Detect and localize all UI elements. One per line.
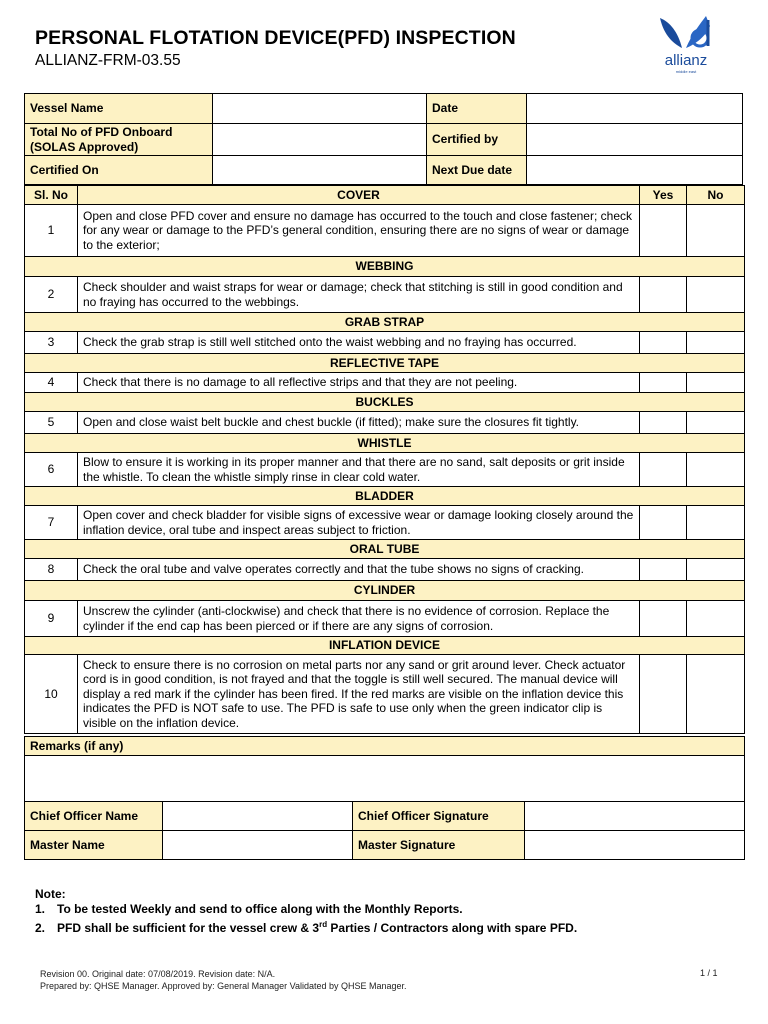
date-label: Date (427, 94, 527, 124)
section-header: WEBBING (25, 257, 745, 277)
total-pfd-label (25, 124, 213, 156)
section-header: GRAB STRAP (25, 313, 745, 332)
remarks-table (24, 736, 745, 802)
total-pfd-field[interactable] (213, 124, 427, 156)
yes-checkbox-cell[interactable] (640, 277, 687, 313)
note-item (35, 902, 577, 917)
note-superscript: rd (319, 920, 328, 929)
inspection-checklist-table (24, 185, 745, 734)
section-header: COVER (78, 186, 640, 205)
item-description: Unscrew the cylinder (anti-clockwise) and check that there is no evidence of corrosion. Replace the cylinder if the end cap has been pierced or if there are any signs of corrosion. (78, 601, 640, 637)
note-text-part: PFD shall be sufficient for the vessel crew & 3 (57, 921, 320, 935)
item-number: 1 (25, 205, 78, 257)
signature-table (24, 801, 745, 860)
total-pfd-label-line1: Total No of PFD Onboard (30, 125, 173, 139)
yes-checkbox-cell[interactable] (640, 332, 687, 354)
revision-footer (40, 968, 407, 992)
item-description: Open cover and check bladder for visible signs of excessive wear or damage looking closely around the inflation device, oral tube and inspect areas subject to friction. (78, 506, 640, 540)
item-description: Check the oral tube and valve operates correctly and that the tube shows no signs of cracking. (78, 559, 640, 581)
chief-officer-signature-label: Chief Officer Signature (353, 802, 525, 831)
no-checkbox-cell[interactable] (687, 205, 745, 257)
item-number: 8 (25, 559, 78, 581)
chief-officer-signature-field[interactable] (525, 802, 745, 831)
chief-officer-name-field[interactable] (163, 802, 353, 831)
next-due-date-field[interactable] (527, 156, 743, 185)
item-number: 3 (25, 332, 78, 354)
remarks-field[interactable] (25, 756, 745, 802)
page-title: PERSONAL FLOTATION DEVICE(PFD) INSPECTION (35, 27, 516, 49)
item-number: 7 (25, 506, 78, 540)
vessel-info-table (24, 93, 743, 185)
item-number: 10 (25, 655, 78, 734)
item-number: 2 (25, 277, 78, 313)
no-checkbox-cell[interactable] (687, 277, 745, 313)
yes-checkbox-cell[interactable] (640, 205, 687, 257)
vessel-name-label: Vessel Name (25, 94, 213, 124)
note-number: 1. (35, 902, 46, 916)
no-checkbox-cell[interactable] (687, 655, 745, 734)
note-text-part: Parties / Contractors along with spare PFD. (327, 921, 578, 935)
certified-by-field[interactable] (527, 124, 743, 156)
item-number: 5 (25, 412, 78, 434)
item-description: Check shoulder and waist straps for wear or damage; check that stitching is still in good condition and no fraying has occurred to the webbings. (78, 277, 640, 313)
page-number: 1 / 1 (700, 968, 718, 978)
note-item (35, 917, 577, 936)
no-checkbox-cell[interactable] (687, 559, 745, 581)
yes-checkbox-cell[interactable] (640, 655, 687, 734)
logo-text: allianz (664, 52, 708, 69)
master-name-field[interactable] (163, 831, 353, 860)
item-description: Check the grab strap is still well stitched onto the waist webbing and no fraying has occurred. (78, 332, 640, 354)
item-number: 6 (25, 453, 78, 487)
item-number: 4 (25, 373, 78, 393)
yes-checkbox-cell[interactable] (640, 453, 687, 487)
yes-checkbox-cell[interactable] (640, 412, 687, 434)
section-header: REFLECTIVE TAPE (25, 354, 745, 373)
remarks-label: Remarks (if any) (25, 737, 745, 756)
yes-checkbox-cell[interactable] (640, 559, 687, 581)
note-text: To be tested Weekly and send to office along with the Monthly Reports. (57, 902, 463, 916)
section-header: CYLINDER (25, 581, 745, 601)
master-signature-label: Master Signature (353, 831, 525, 860)
item-description: Check that there is no damage to all reflective strips and that they are not peeling. (78, 373, 640, 393)
note-number: 2. (35, 921, 46, 935)
certified-by-label: Certified by (427, 124, 527, 156)
master-signature-field[interactable] (525, 831, 745, 860)
col-yes-header: Yes (640, 186, 687, 205)
form-code: ALLIANZ-FRM-03.55 (35, 52, 181, 69)
chief-officer-name-label: Chief Officer Name (25, 802, 163, 831)
col-no-header: No (687, 186, 745, 205)
item-number: 9 (25, 601, 78, 637)
col-sl-no-header: Sl. No (25, 186, 78, 205)
master-name-label: Master Name (25, 831, 163, 860)
item-description: Open and close waist belt buckle and chest buckle (if fitted); make sure the closures fit tightly. (78, 412, 640, 434)
yes-checkbox-cell[interactable] (640, 506, 687, 540)
section-header: INFLATION DEVICE (25, 637, 745, 655)
approval-line: Prepared by: QHSE Manager. Approved by: General Manager Validated by QHSE Manager. (40, 981, 407, 991)
notes-block (35, 887, 577, 936)
yes-checkbox-cell[interactable] (640, 373, 687, 393)
no-checkbox-cell[interactable] (687, 373, 745, 393)
logo-subtext: middle east (675, 69, 697, 74)
item-description: Check to ensure there is no corrosion on metal parts nor any sand or grit around lever. Check actuator cord is in good condition, is not frayed and that the toggle is still well secured. The manual device will display a red mark if the cylinder has been fired. If the red marks are visible on the inflation device this indicates the PFD is NOT safe to use. The PFD is safe to use only when the green indicator clip is visible on the inflation device. (78, 655, 640, 734)
no-checkbox-cell[interactable] (687, 453, 745, 487)
item-description: Blow to ensure it is working in its proper manner and that there are no sand, salt deposits or grit inside the whistle. To clean the whistle simply rinse in clear cold water. (78, 453, 640, 487)
section-header: ORAL TUBE (25, 540, 745, 559)
certified-on-label: Certified On (25, 156, 213, 185)
date-field[interactable] (527, 94, 743, 124)
revision-line: Revision 00. Original date: 07/08/2019. Revision date: N/A. (40, 969, 276, 979)
yes-checkbox-cell[interactable] (640, 601, 687, 637)
notes-heading: Note: (35, 887, 66, 901)
no-checkbox-cell[interactable] (687, 601, 745, 637)
section-header: BUCKLES (25, 393, 745, 412)
item-description: Open and close PFD cover and ensure no damage has occurred to the touch and close fastener; check for any wear or damage to the PFD’s general condition, ensuring there are no signs of wear or damage to the exterior; (78, 205, 640, 257)
section-header: BLADDER (25, 487, 745, 506)
no-checkbox-cell[interactable] (687, 412, 745, 434)
no-checkbox-cell[interactable] (687, 332, 745, 354)
vessel-name-field[interactable] (213, 94, 427, 124)
total-pfd-label-line2: (SOLAS Approved) (30, 139, 139, 154)
no-checkbox-cell[interactable] (687, 506, 745, 540)
butterfly-logo-icon (656, 14, 728, 54)
certified-on-field[interactable] (213, 156, 427, 185)
section-header: WHISTLE (25, 434, 745, 453)
company-logo (656, 14, 728, 80)
next-due-date-label: Next Due date (427, 156, 527, 185)
